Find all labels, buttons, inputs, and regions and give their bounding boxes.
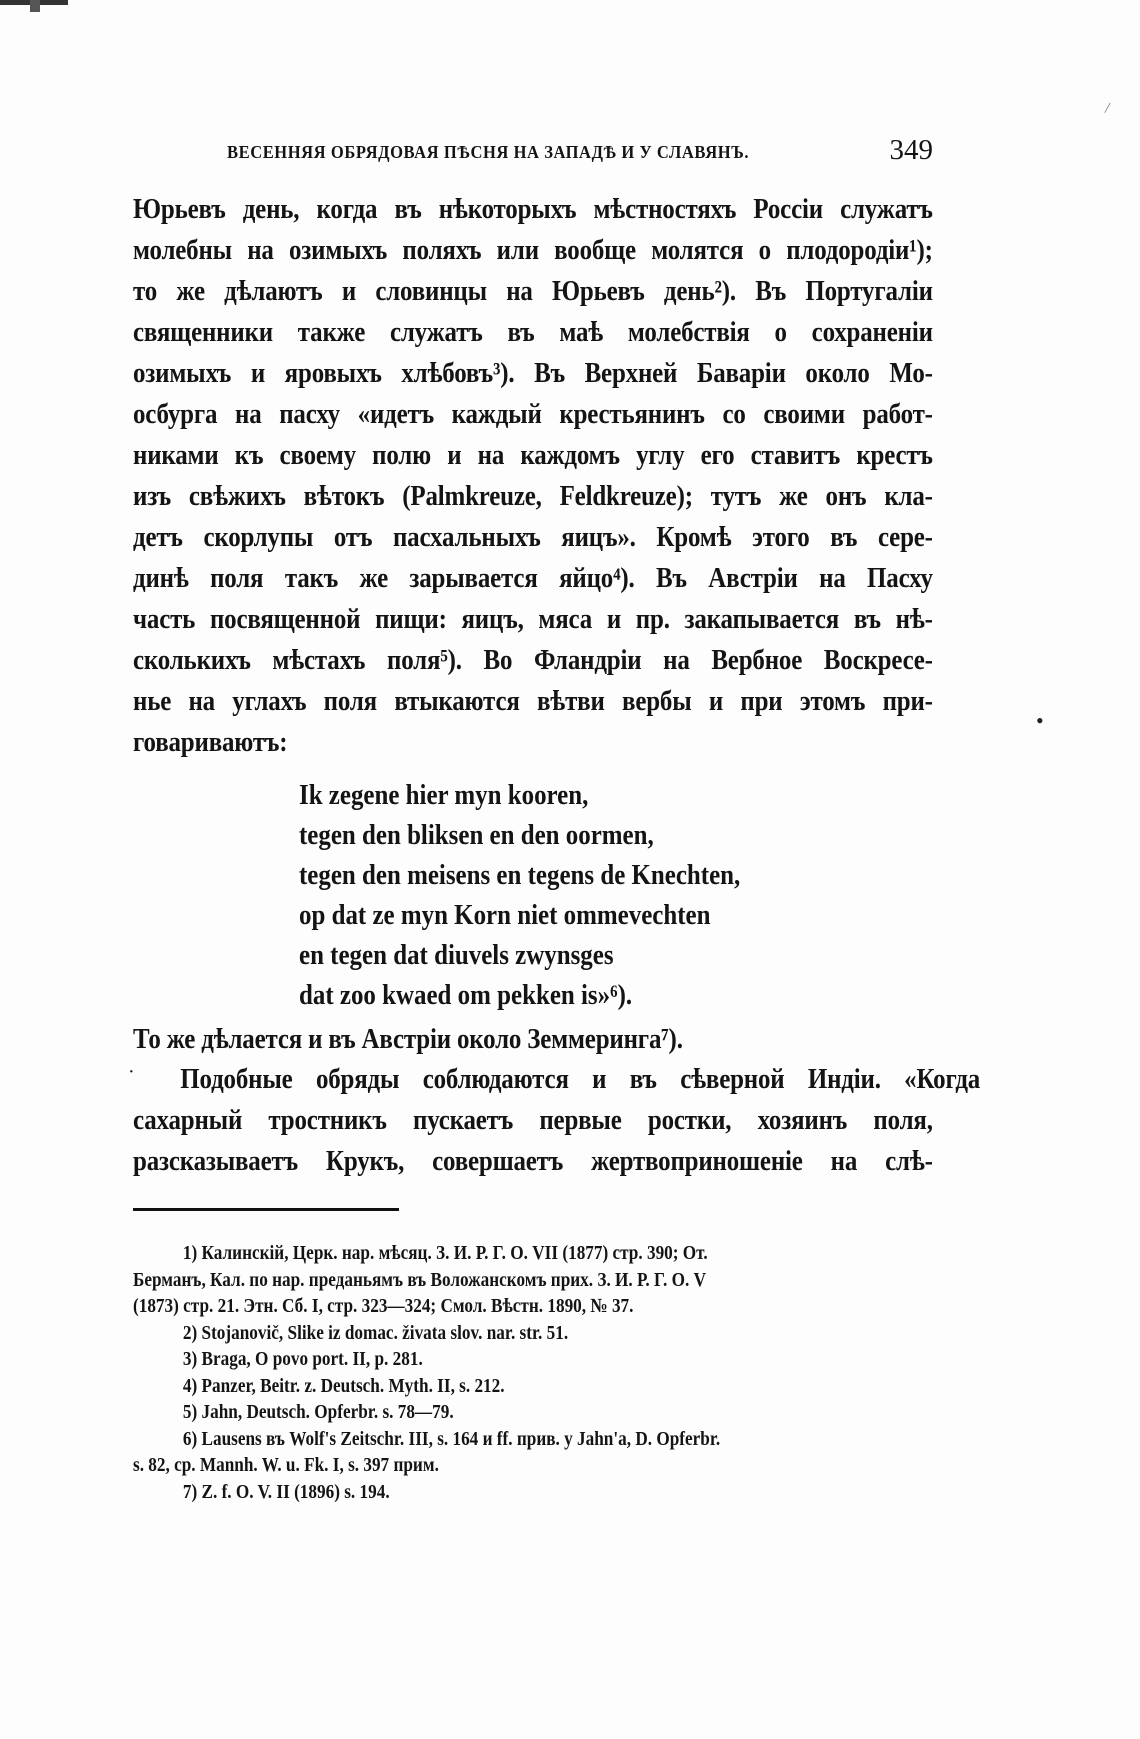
footnote-line: 2) Stojanovič, Slike iz domac. živata slov. nar. str. 51. <box>182 1321 569 1344</box>
text-line: сколькихъ мѣстахъ поля⁵). Во Фландріи на Вербное Воскресе- <box>133 644 933 676</box>
poem-line: en tegen dat diuvels zwynsges <box>299 939 614 971</box>
footnote-line: 6) Lausens въ Wolf's Zeitschr. III, s. 164 и ff. прив. у Jahn'a, D. Opferbr. <box>182 1427 721 1450</box>
footnote-line: s. 82, ср. Mannh. W. u. Fk. I, s. 397 прим. <box>133 1454 439 1476</box>
poem-line: tegen den meisens en tegens de Knechten, <box>299 859 741 891</box>
scan-artifact-dot: • <box>1036 708 1044 733</box>
footnote-line: 1) Калинскій, Церк. нар. мѣсяц. З. И. Р. Г. О. VII (1877) стр. 390; От. <box>182 1242 708 1264</box>
text-line: говариваютъ: <box>133 726 288 758</box>
page-header <box>227 136 933 170</box>
footnote-line: Берманъ, Кал. по нар. преданьямъ въ Воложанскомъ прих. З. И. Р. Г. О. V <box>133 1268 707 1291</box>
text-line: разсказываетъ Крукъ, совершаетъ жертвоприношеніе на слѣ- <box>133 1145 933 1177</box>
footnote-line: 3) Braga, O povo port. II, p. 281. <box>182 1348 423 1370</box>
text-line: осбурга на пасху «идетъ каждый крестьянинъ со своими работ- <box>133 398 933 430</box>
text-line: сахарный тростникъ пускаетъ первые ростки, хозяинъ поля, <box>133 1104 933 1136</box>
paragraph-2 <box>133 1019 933 1060</box>
poem-line: op dat ze myn Korn niet ommevechten <box>299 899 711 931</box>
text-line: часть посвященной пищи: яицъ, мяса и пр. закапывается въ нѣ- <box>133 603 933 635</box>
scan-artifact <box>30 0 40 12</box>
text-line: динѣ поля такъ же зарывается яйцо⁴). Въ Австріи на Пасху <box>133 562 933 594</box>
text-line: детъ скорлупы отъ пасхальныхъ яицъ». Кромѣ этого въ сере- <box>133 521 933 553</box>
text-line: озимыхъ и яровыхъ хлѣбовъ³). Въ Верхней Баваріи около Мо- <box>133 357 933 389</box>
page-number: 349 <box>889 134 933 166</box>
text-line: нье на углахъ поля втыкаются вѣтви вербы и при этомъ при- <box>133 685 933 717</box>
poem-line: tegen den bliksen en den oormen, <box>299 819 654 851</box>
poem-quote <box>299 775 812 1015</box>
text-line: Подобные обряды соблюдаются и въ сѣверной Индіи. «Когда <box>180 1063 981 1095</box>
text-line: То же дѣлается и въ Австріи около Земмеринга⁷). <box>133 1023 683 1055</box>
stray-mark: · <box>128 1061 135 1083</box>
footnote-line: (1873) стр. 21. Этн. Сб. I, стр. 323—324; Смол. Вѣстн. 1890, № 37. <box>133 1295 634 1317</box>
poem-line: Ik zegene hier myn kooren, <box>299 779 589 811</box>
text-line: то же дѣлаютъ и словинцы на Юрьевъ день²). Въ Португаліи <box>133 275 933 307</box>
text-line: никами къ своему полю и на каждомъ углу его ставитъ крестъ <box>133 439 933 471</box>
text-line: изъ свѣжихъ вѣтокъ (Palmkreuze, Feldkreuze); тутъ же онъ кла- <box>133 480 933 512</box>
running-title: ВЕСЕННЯЯ ОБРЯДОВАЯ ПѢСНЯ НА ЗАПАДѢ И У СЛАВЯНЪ. <box>227 142 750 162</box>
paragraph-1 <box>133 189 933 763</box>
scan-artifact-mark: / <box>1103 99 1111 118</box>
text-line: молебны на озимыхъ поляхъ или вообще молятся о плодородіи¹); <box>133 234 933 266</box>
footnote-line: 4) Panzer, Beitr. z. Deutsch. Myth. II, s. 212. <box>182 1374 505 1397</box>
footnote-line: 7) Z. f. O. V. II (1896) s. 194. <box>182 1480 390 1503</box>
footnote-line: 5) Jahn, Deutsch. Opferbr. s. 78—79. <box>182 1401 454 1423</box>
footnotes <box>133 1240 933 1505</box>
footnote-divider <box>133 1208 399 1211</box>
text-line: Юрьевъ день, когда въ нѣкоторыхъ мѣстностяхъ Россіи служатъ <box>133 193 933 225</box>
paragraph-3 <box>128 1059 981 1182</box>
text-line: священники также служатъ въ маѣ молебствія о сохраненіи <box>133 316 933 348</box>
poem-line: dat zoo kwaed om pekken is»⁶). <box>299 979 633 1011</box>
